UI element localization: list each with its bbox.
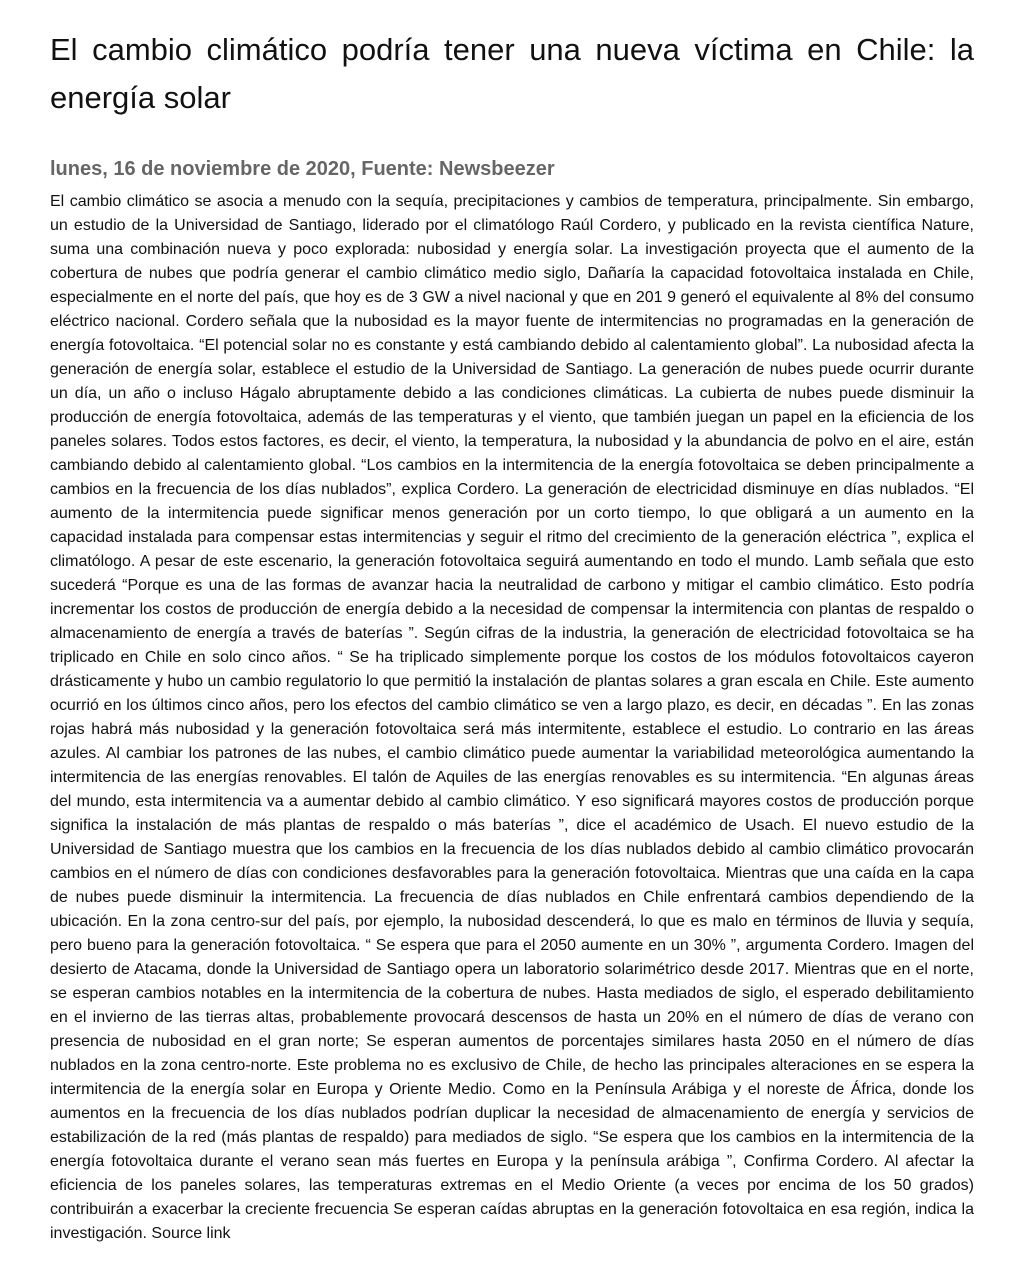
article-body (50, 190, 974, 1246)
article-date-source: lunes, 16 de noviembre de 2020, Fuente: Newsbeezer (50, 158, 555, 180)
source-link[interactable]: Source link (151, 1225, 231, 1242)
article-body-text: El cambio climático se asocia a menudo con la sequía, precipitaciones y cambios de temperatura, principalmente. Sin embargo, un estudio de la Universidad de Santiago, liderado por el climatólogo Raúl Cordero, y publicado en la revista científica Nature, suma una combinación nueva y poco explorada: nubosidad y energía solar. La investigación proyecta que el aumento de la cobertura de nubes que podría generar el cambio climático medio siglo, Dañaría la capacidad fotovoltaica instalada en Chile, especialmente en el norte del país, que hoy es de 3 GW a nivel nacional y que en 201 9 generó el equivalente al 8% del consumo eléctrico nacional. Cordero señala que la nubosidad es la mayor fuente de intermitencias no programadas en la generación de energía fotovoltaica. “El potencial solar no es constante y está cambiando debido al calentamiento global”. La nubosidad afecta la generación de energía solar, establece el estudio de la Universidad de Santiago. La generación de nubes puede ocurrir durante un día, un año o incluso Hágalo abruptamente debido a las condiciones climáticas. La cubierta de nubes puede disminuir la producción de energía fotovoltaica, además de las temperaturas y el viento, que también juegan un papel en la eficiencia de los paneles solares. Todos estos factores, es decir, el viento, la temperatura, la nubosidad y la abundancia de polvo en el aire, están cambiando debido al calentamiento global. “Los cambios en la intermitencia de la energía fotovoltaica se deben principalmente a cambios en la frecuencia de los días nublados”, explica Cordero. La generación de electricidad disminuye en días nublados. “El aumento de la intermitencia puede significar menos generación por un corto tiempo, lo que obligará a un aumento en la capacidad instalada para compensar estas intermitencias y seguir el ritmo del crecimiento de la generación eléctrica ”, explica el climatólogo. A pesar de este escenario, la generación fotovoltaica seguirá aumentando en todo el mundo. Lamb señala que esto sucederá “Porque es una de las formas de avanzar hacia la neutralidad de carbono y mitigar el cambio climático. Esto podría incrementar los costos de producción de energía debido a la necesidad de compensar la intermitencia con plantas de respaldo o almacenamiento de energía a través de baterías ”. Según cifras de la industria, la generación de electricidad fotovoltaica se ha triplicado en Chile en solo cinco años. “ Se ha triplicado simplemente porque los costos de los módulos fotovoltaicos cayeron drásticamente y hubo un cambio regulatorio lo que permitió la instalación de plantas solares a gran escala en Chile. Este aumento ocurrió en los últimos cinco años, pero los efectos del cambio climático se ven a largo plazo, es decir, en décadas ”. En las zonas rojas habrá más nubosidad y la generación fotovoltaica será más intermitente, establece el estudio. Lo contrario en las áreas azules. Al cambiar los patrones de las nubes, el cambio climático puede aumentar la variabilidad meteorológica aumentando la intermitencia de las energías renovables. El talón de Aquiles de las energías renovables es su intermitencia. “En algunas áreas del mundo, esta intermitencia va a aumentar debido al cambio climático. Y eso significará mayores costos de producción porque significa la instalación de más plantas de respaldo o más baterías ”, dice el académico de Usach. El nuevo estudio de la Universidad de Santiago muestra que los cambios en la frecuencia de los días nublados debido al cambio climático provocarán cambios en el número de días con condiciones desfavorables para la generación fotovoltaica. Mientras que una caída en la capa de nubes puede disminuir la intermitencia. La frecuencia de días nublados en Chile enfrentará cambios dependiendo de la ubicación. En la zona centro-sur del país, por ejemplo, la nubosidad descenderá, lo que es malo en términos de lluvia y sequía, pero bueno para la generación fotovoltaica. “ Se espera que para el 2050 aumente en un 30% ”, argumenta Cordero. Imagen del desierto de Atacama, donde la Universidad de Santiago opera un laboratorio solarimétrico desde 2017. Mientras que en el norte, se esperan cambios notables en la intermitencia de la cobertura de nubes. Hasta mediados de siglo, el esperado debilitamiento en el invierno de las tierras altas, probablemente provocará descensos de hasta un 20% en el número de días de verano con presencia de nubosidad en el gran norte; Se esperan aumentos de porcentajes similares hasta 2050 en el número de días nublados en la zona centro-norte. Este problema no es exclusivo de Chile, de hecho las principales alteraciones en se espera la intermitencia de la energía solar en Europa y Oriente Medio. Como en la Península Arábiga y el noreste de África, donde los aumentos en la frecuencia de los días nublados podrían duplicar la necesidad de almacenamiento de energía y servicios de estabilización de la red (más plantas de respaldo) para mediados de siglo. “Se espera que los cambios en la intermitencia de la energía fotovoltaica durante el verano sean más fuertes en Europa y la península arábiga ”, Confirma Cordero. Al afectar la eficiencia de los paneles solares, las temperaturas extremas en el Medio Oriente (a veces por encima de los 50 grados) contribuirán a exacerbar la creciente frecuencia Se esperan caídas abruptas en la generación fotovoltaica en esa región, indica la investigación. (50, 193, 974, 1242)
article-title: El cambio climático podría tener una nueva víctima en Chile: la energía solar (50, 32, 974, 115)
